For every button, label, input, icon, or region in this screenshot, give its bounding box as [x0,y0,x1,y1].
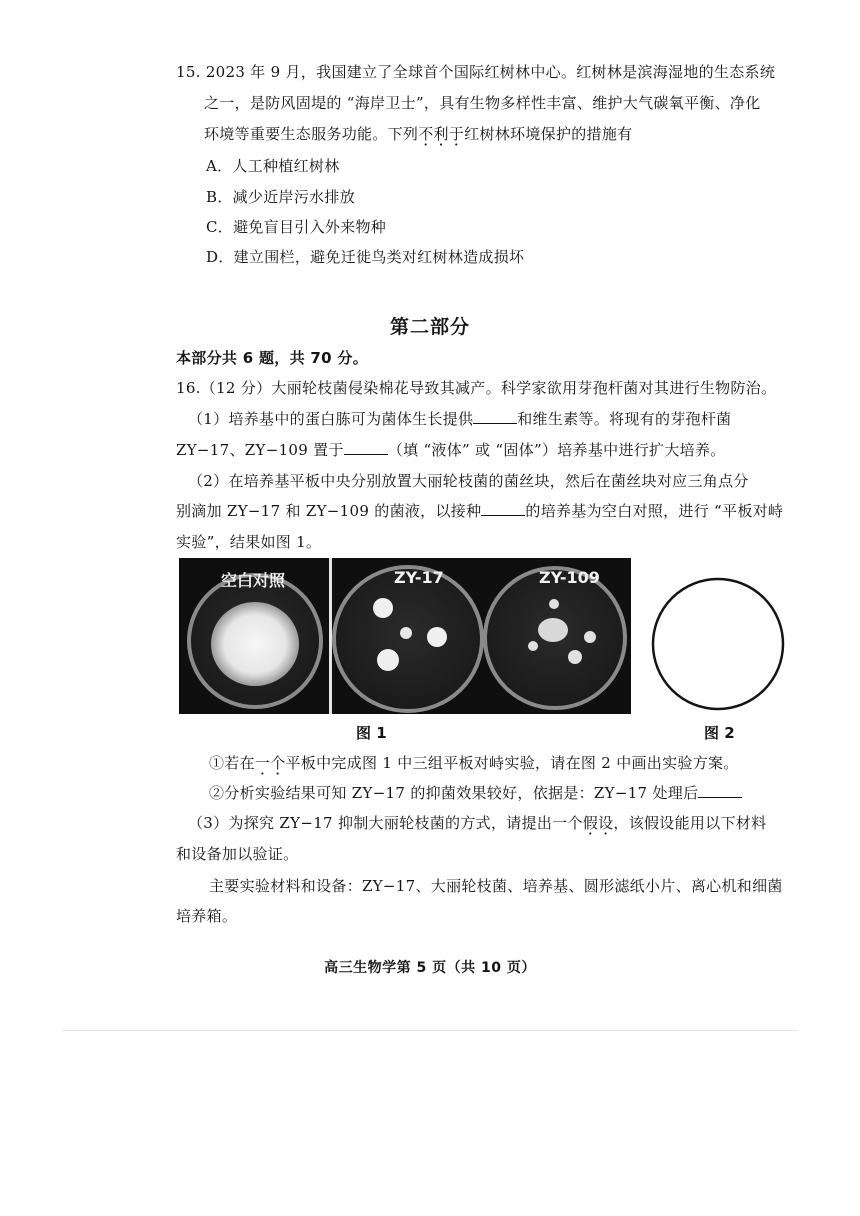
plate-label-zy109: ZY-109 [539,568,600,587]
figure1-photo [179,558,631,714]
q15-option-c: C．避免盲目引入外来物种 [206,218,387,236]
bacteria-spot [568,650,582,664]
emphasis-char: 假 [582,814,599,832]
figure2-caption: 图 2 [704,724,735,742]
q15-option-b: B．减少近岸污水排放 [206,188,356,206]
q16-part3-line2: 和设备加以验证。 [176,845,299,863]
q16-part2-line2: 别滴加 ZY−17 和 ZY−109 的菌液，以接种 的培养基为空白对照，进行 “平板对峙 [176,502,784,520]
q16-sub2: ②分析实验结果可知 ZY−17 的抑菌效果较好，依据是：ZY−17 处理后 [209,783,742,803]
q16-stem: 16.（12 分）大丽轮枝菌侵染棉花导致其减产。科学家欲用芽孢杆菌对其进行生物防治。 [176,379,777,397]
bacteria-spot [528,641,538,651]
fungal-colony [211,602,299,686]
emphasis-char: 不 [418,125,434,143]
fungal-colony [400,627,412,639]
plate-control [189,575,321,707]
section-intro: 本部分共 6 题，共 70 分。 [176,349,369,367]
emphasis-char: 一 [254,754,271,772]
plate-zy17 [334,567,482,711]
q15-stem-line1: 15. 2023 年 9 月，我国建立了全球首个国际红树林中心。红树林是滨海湿地的生态系统 [176,63,776,81]
bacteria-spot [377,649,399,671]
plate-label-zy17: ZY-17 [394,568,444,587]
q15-option-d: D．建立围栏，避免迁徙鸟类对红树林造成损坏 [206,248,525,266]
fungal-colony [538,618,568,642]
emphasis-char: 于 [448,125,465,143]
answer-blank[interactable] [344,440,388,455]
bacteria-spot [584,631,596,643]
plate-label-control: 空白对照 [221,571,286,590]
q16-part2-line3: 实验”，结果如图 1。 [176,533,322,551]
q15-option-a: A．人工种植红树林 [206,157,340,175]
q16-materials-line2: 培养箱。 [176,907,238,925]
q16-part1-line1: （1）培养基中的蛋白胨可为菌体生长提供 和维生素等。将现有的芽孢杆菌 [188,410,732,428]
q16-part2-line1: （2）在培养基平板中央分别放置大丽轮枝菌的菌丝块，然后在菌丝块对应三角点分 [188,472,749,490]
figure2-blank-plate[interactable] [650,576,786,712]
q16-part1-line2: ZY−17、ZY−109 置于 （填 “液体” 或 “固体”）培养基中进行扩大培养。 [176,441,726,459]
photo-divider [329,558,332,714]
emphasis-char: 利 [433,125,449,143]
figure1-caption: 图 1 [356,724,387,742]
q16-materials-line1: 主要实验材料和设备：ZY−17、大丽轮枝菌、培养基、圆形滤纸小片、离心机和细菌 [209,877,783,895]
bacteria-spot [549,599,559,609]
answer-blank[interactable] [473,409,517,424]
bacteria-spot [373,598,393,618]
q16-part3-line1: （3）为探究 ZY−17 抑制大丽轮枝菌的方式，请提出一个假设，该假设能用以下材料 [188,814,767,832]
section-title: 第二部分 [389,316,470,338]
page-footer: 高三生物学第 5 页（共 10 页） [324,960,536,976]
answer-blank[interactable] [698,783,742,798]
emphasis-char: 个 [270,754,286,772]
q16-sub1: ①若在一个平板中完成图 1 中三组平板对峙实验，请在图 2 中画出实验方案。 [209,754,739,772]
bacteria-spot [427,627,447,647]
page-bottom-rule [62,1030,798,1031]
answer-blank[interactable] [481,501,525,516]
plate-zy109 [485,568,625,708]
q15-stem-line2: 之一，是防风固堤的 “海岸卫士”，具有生物多样性丰富、维护大气碳氧平衡、净化 [204,94,761,112]
q15-stem-line3: 环境等重要生态服务功能。下列不利于红树林环境保护的措施有 [204,125,633,143]
emphasis-char: 设 [598,814,614,832]
